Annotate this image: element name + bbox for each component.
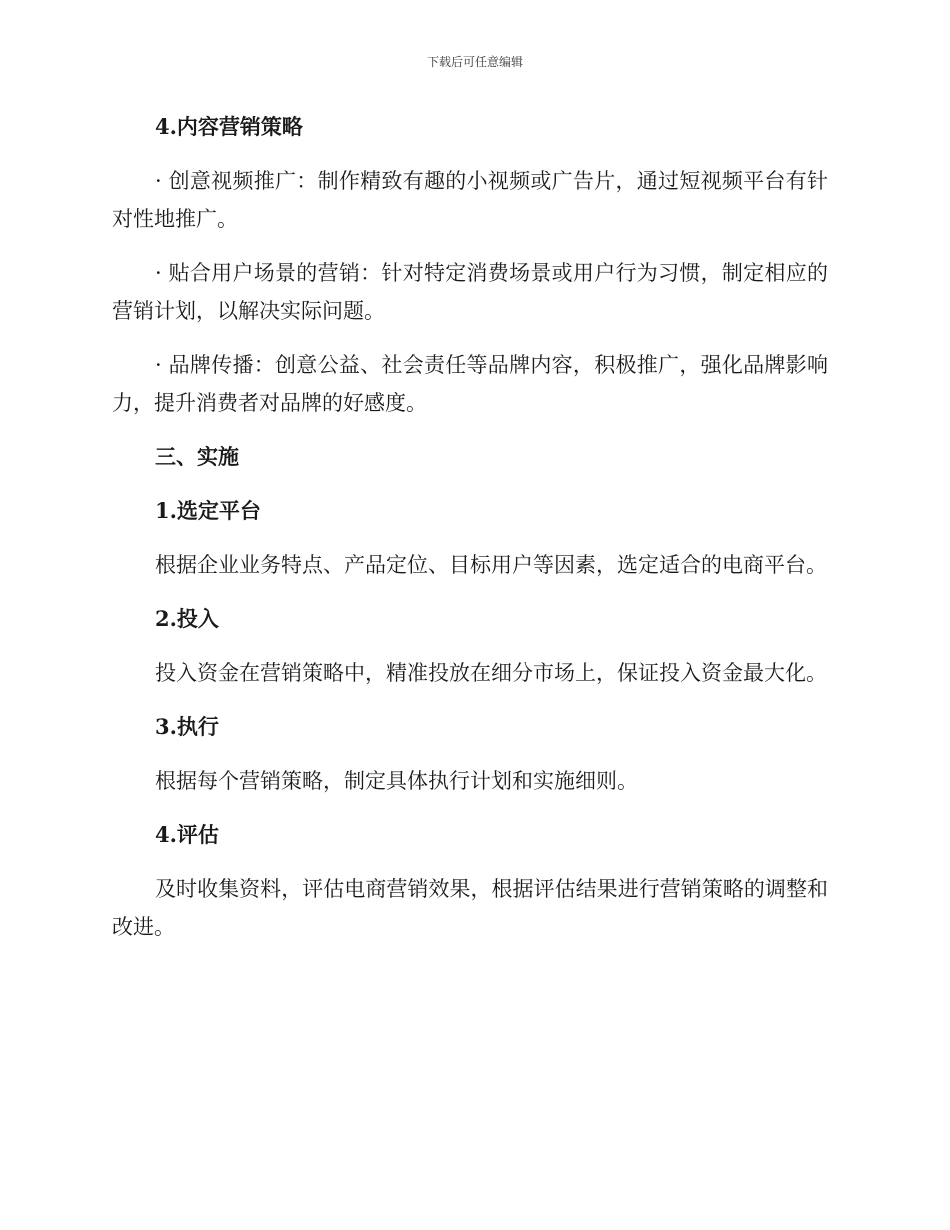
subheading-evaluation: 4.评估 xyxy=(155,822,219,847)
paragraph-execution: 根据每个营销策略，制定具体执行计划和实施细则。 xyxy=(155,769,638,793)
bullet-creative-video: · 创意视频推广：制作精致有趣的小视频或广告片，通过短视频平台有针对性地推广。 xyxy=(112,169,828,231)
paragraph-evaluation: 及时收集资料，评估电商营销效果，根据评估结果进行营销策略的调整和改进。 xyxy=(112,877,828,939)
subheading-investment: 2.投入 xyxy=(155,606,219,631)
section-heading-content-strategy: 4.内容营销策略 xyxy=(155,114,303,139)
subheading-execution: 3.执行 xyxy=(155,714,219,739)
section-heading-implementation: 三、实施 xyxy=(155,444,239,469)
bullet-scenario-marketing: · 贴合用户场景的营销：针对特定消费场景或用户行为习惯，制定相应的营销计划，以解决实际问题。 xyxy=(112,261,828,323)
page-header: 下载后可任意编辑 xyxy=(426,55,523,69)
subheading-select-platform: 1.选定平台 xyxy=(155,498,261,523)
document-body xyxy=(112,108,828,946)
paragraph-select-platform: 根据企业业务特点、产品定位、目标用户等因素，选定适合的电商平台。 xyxy=(155,553,827,577)
bullet-brand-communication: · 品牌传播：创意公益、社会责任等品牌内容，积极推广，强化品牌影响力，提升消费者对品牌的好感度。 xyxy=(112,353,828,415)
paragraph-investment: 投入资金在营销策略中，精准投放在细分市场上，保证投入资金最大化。 xyxy=(155,661,827,685)
